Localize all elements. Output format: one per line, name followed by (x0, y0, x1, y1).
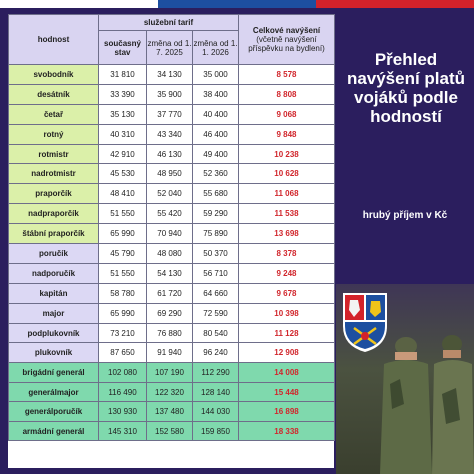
cell-total: 10 628 (239, 164, 335, 184)
cell-total: 11 068 (239, 184, 335, 204)
cell-current: 51 550 (99, 263, 147, 283)
cell-rank: praporčík (9, 184, 99, 204)
cell-rank: nadporučík (9, 263, 99, 283)
cell-rank: brigádní generál (9, 363, 99, 383)
cell-rank: štábní praporčík (9, 224, 99, 244)
cell-rank: desátník (9, 84, 99, 104)
cell-from-2026: 46 400 (193, 124, 239, 144)
cell-from-2026: 75 890 (193, 224, 239, 244)
cell-from-2026: 49 400 (193, 144, 239, 164)
cell-from-2026: 38 400 (193, 84, 239, 104)
cell-current: 51 550 (99, 204, 147, 224)
cell-from-2025: 61 720 (147, 283, 193, 303)
table-row (9, 303, 335, 323)
cell-from-2026: 59 290 (193, 204, 239, 224)
cell-current: 48 410 (99, 184, 147, 204)
table-row (9, 421, 335, 441)
cell-from-2025: 52 040 (147, 184, 193, 204)
table-row (9, 164, 335, 184)
flag-white (0, 0, 158, 8)
cell-from-2025: 137 480 (147, 402, 193, 422)
soldiers-photo (336, 284, 474, 474)
cell-current: 58 780 (99, 283, 147, 303)
cell-from-2026: 128 140 (193, 382, 239, 402)
header-total-label: Celkové navýšení (252, 26, 321, 35)
table-row (9, 263, 335, 283)
header-total-note: (včetně navýšení příspěvku na bydlení) (248, 35, 325, 53)
cell-total: 18 338 (239, 421, 335, 441)
cell-current: 40 310 (99, 124, 147, 144)
cell-from-2025: 69 290 (147, 303, 193, 323)
table-row (9, 184, 335, 204)
table-row (9, 144, 335, 164)
header-from-2025-label: změna od 1. 7. 2025 (147, 38, 192, 57)
table-row (9, 204, 335, 224)
salary-table-body (9, 65, 335, 441)
cell-rank: generálporučík (9, 402, 99, 422)
cell-rank: nadpraporčík (9, 204, 99, 224)
cell-total: 15 448 (239, 382, 335, 402)
cell-from-2026: 112 290 (193, 363, 239, 383)
cell-rank: poručík (9, 244, 99, 264)
cell-total: 13 698 (239, 224, 335, 244)
cell-total: 12 908 (239, 343, 335, 363)
cell-total: 8 578 (239, 65, 335, 85)
cell-rank: rotný (9, 124, 99, 144)
cell-from-2025: 43 340 (147, 124, 193, 144)
cell-from-2025: 37 770 (147, 104, 193, 124)
cell-from-2026: 144 030 (193, 402, 239, 422)
header-total (239, 15, 335, 65)
table-row (9, 65, 335, 85)
cell-current: 130 930 (99, 402, 147, 422)
cell-total: 8 378 (239, 244, 335, 264)
cell-current: 33 390 (99, 84, 147, 104)
cell-total: 10 238 (239, 144, 335, 164)
table-row (9, 244, 335, 264)
cell-current: 73 210 (99, 323, 147, 343)
cell-from-2026: 72 590 (193, 303, 239, 323)
table-row (9, 402, 335, 422)
header-current (99, 31, 147, 65)
cell-total: 8 808 (239, 84, 335, 104)
cell-from-2025: 107 190 (147, 363, 193, 383)
cell-from-2026: 40 400 (193, 104, 239, 124)
cell-from-2025: 34 130 (147, 65, 193, 85)
cell-from-2026: 64 660 (193, 283, 239, 303)
cell-from-2026: 52 360 (193, 164, 239, 184)
table-row (9, 84, 335, 104)
cell-from-2026: 80 540 (193, 323, 239, 343)
cell-from-2026: 50 370 (193, 244, 239, 264)
cell-from-2025: 91 940 (147, 343, 193, 363)
cell-current: 87 650 (99, 343, 147, 363)
cell-current: 65 990 (99, 224, 147, 244)
cell-from-2025: 76 880 (147, 323, 193, 343)
cell-rank: plukovník (9, 343, 99, 363)
table-row (9, 224, 335, 244)
cell-from-2025: 46 130 (147, 144, 193, 164)
table-row (9, 343, 335, 363)
cell-rank: četař (9, 104, 99, 124)
cell-from-2026: 56 710 (193, 263, 239, 283)
cell-from-2025: 55 420 (147, 204, 193, 224)
table-row (9, 382, 335, 402)
cell-rank: nadrotmistr (9, 164, 99, 184)
cell-current: 116 490 (99, 382, 147, 402)
cell-total: 9 248 (239, 263, 335, 283)
table-row (9, 104, 335, 124)
header-current-label: současný stav (104, 38, 141, 57)
cell-from-2025: 48 950 (147, 164, 193, 184)
cell-total: 14 008 (239, 363, 335, 383)
cell-total: 11 128 (239, 323, 335, 343)
cell-from-2026: 159 850 (193, 421, 239, 441)
cell-rank: kapitán (9, 283, 99, 303)
cell-rank: major (9, 303, 99, 323)
header-from-2026-label: změna od 1. 1. 2026 (193, 38, 238, 57)
header-tarif-group: služební tarif (99, 15, 239, 31)
soldier-figures (376, 324, 474, 474)
cell-current: 65 990 (99, 303, 147, 323)
header-rank: hodnost (9, 15, 99, 65)
cell-current: 35 130 (99, 104, 147, 124)
cell-total: 9 678 (239, 283, 335, 303)
header-from-2025 (147, 31, 193, 65)
cell-current: 45 530 (99, 164, 147, 184)
cell-from-2025: 54 130 (147, 263, 193, 283)
cell-from-2025: 48 080 (147, 244, 193, 264)
page-title: Přehled navýšení platů vojáků podle hodností (346, 50, 466, 126)
cell-current: 42 910 (99, 144, 147, 164)
cell-total: 16 898 (239, 402, 335, 422)
salary-table-container (8, 14, 334, 468)
cell-rank: svobodník (9, 65, 99, 85)
table-row (9, 323, 335, 343)
cell-from-2025: 122 320 (147, 382, 193, 402)
cell-from-2025: 152 580 (147, 421, 193, 441)
cell-total: 9 848 (239, 124, 335, 144)
cell-current: 45 790 (99, 244, 147, 264)
salary-table (8, 14, 335, 441)
cell-from-2026: 96 240 (193, 343, 239, 363)
flag-red (316, 0, 474, 8)
table-row (9, 124, 335, 144)
flag-blue (158, 0, 316, 8)
cell-rank: generálmajor (9, 382, 99, 402)
cell-current: 102 080 (99, 363, 147, 383)
cell-from-2026: 35 000 (193, 65, 239, 85)
cell-from-2025: 70 940 (147, 224, 193, 244)
table-row (9, 283, 335, 303)
cell-total: 10 398 (239, 303, 335, 323)
page-subtitle: hrubý příjem v Kč (362, 210, 448, 221)
flag-stripe (0, 0, 474, 8)
cell-current: 31 810 (99, 65, 147, 85)
cell-current: 145 310 (99, 421, 147, 441)
header-from-2026 (193, 31, 239, 65)
cell-total: 11 538 (239, 204, 335, 224)
cell-from-2026: 55 680 (193, 184, 239, 204)
cell-total: 9 068 (239, 104, 335, 124)
cell-rank: rotmistr (9, 144, 99, 164)
cell-rank: armádní generál (9, 421, 99, 441)
cell-from-2025: 35 900 (147, 84, 193, 104)
table-row (9, 363, 335, 383)
cell-rank: podplukovník (9, 323, 99, 343)
